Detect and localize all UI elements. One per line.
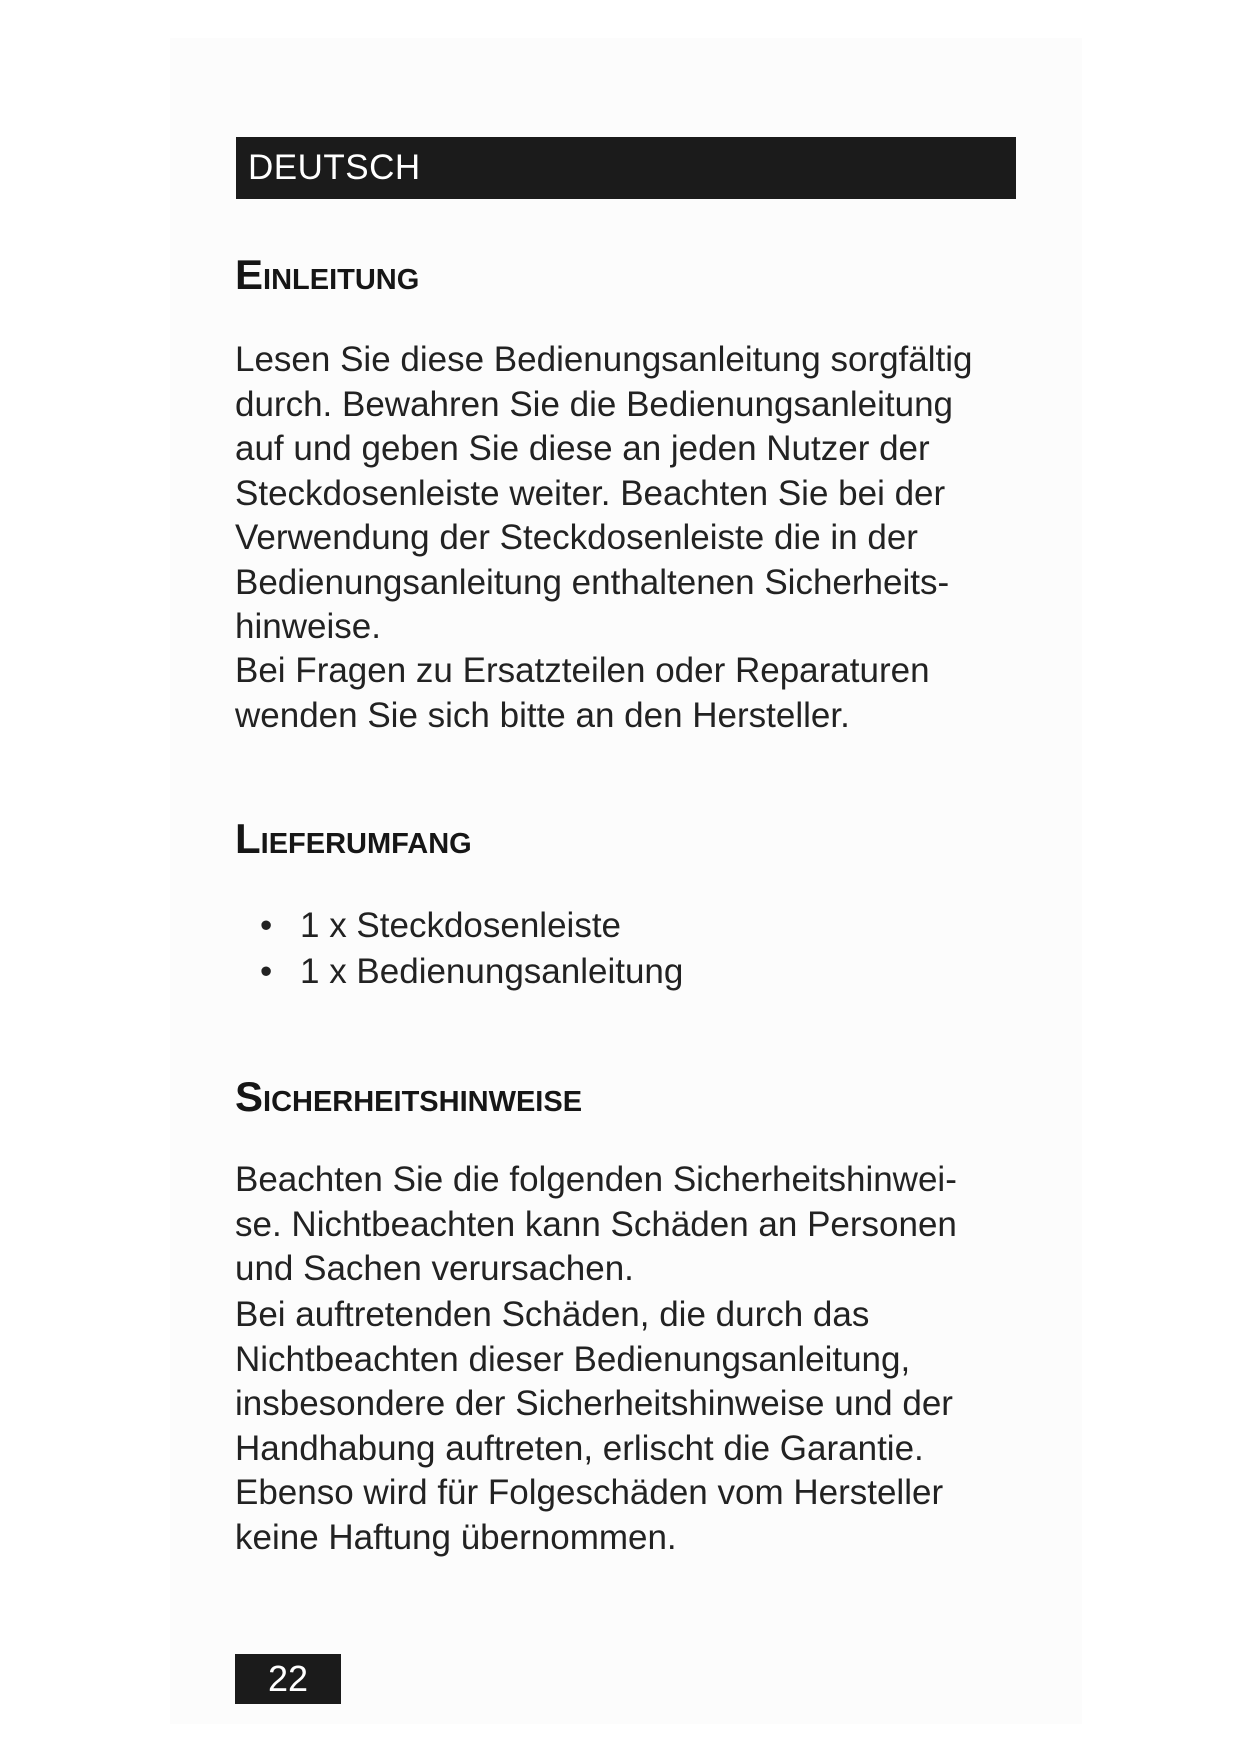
list-item	[260, 949, 683, 995]
introduction-contact-paragraph: Bei Fragen zu Ersatzteilen oder Reparaturen wenden Sie sich bitte an den Hersteller.	[235, 651, 930, 735]
bullet-icon: •	[260, 952, 273, 991]
list-item-text: 1 x Steckdosenleiste	[300, 906, 622, 945]
language-label: DEUTSCH	[248, 148, 421, 187]
list-item	[260, 903, 683, 949]
language-header-bar	[236, 137, 1016, 199]
bullet-icon: •	[260, 906, 273, 945]
page-number: 22	[235, 1654, 341, 1704]
safety-warranty-paragraph: Bei auftretenden Schäden, die durch das Nichtbeachten dieser Bedienungsanleitung, insbesondere der Sicherheitshinweise und der Handhabung auftreten, erlischt die Garantie. Ebenso wird für Folgeschäden vom Hersteller keine Haftung übernommen.	[235, 1295, 953, 1557]
section-heading-introduction: Einleitung	[235, 251, 420, 298]
section-heading-scope-of-delivery: Lieferumfang	[235, 815, 472, 862]
section-heading-safety-instructions: Sicherheitshinweise	[235, 1073, 583, 1120]
introduction-paragraph: Lesen Sie diese Bedienungsanleitung sorgfältig durch. Bewahren Sie die Bedienungsanleitung auf und geben Sie diese an jeden Nutzer der Steckdosenleiste weiter. Beachten Sie bei der Verwendung der Steckdosenleiste die in der Bedienungsanleitung enthaltenen Sicherheits- hinweise.	[235, 340, 973, 646]
scope-of-delivery-list	[260, 903, 683, 995]
list-item-text: 1 x Bedienungsanleitung	[300, 952, 684, 991]
safety-intro-paragraph: Beachten Sie die folgenden Sicherheitshinwei- se. Nichtbeachten kann Schäden an Personen und Sachen verursachen.	[235, 1160, 957, 1288]
